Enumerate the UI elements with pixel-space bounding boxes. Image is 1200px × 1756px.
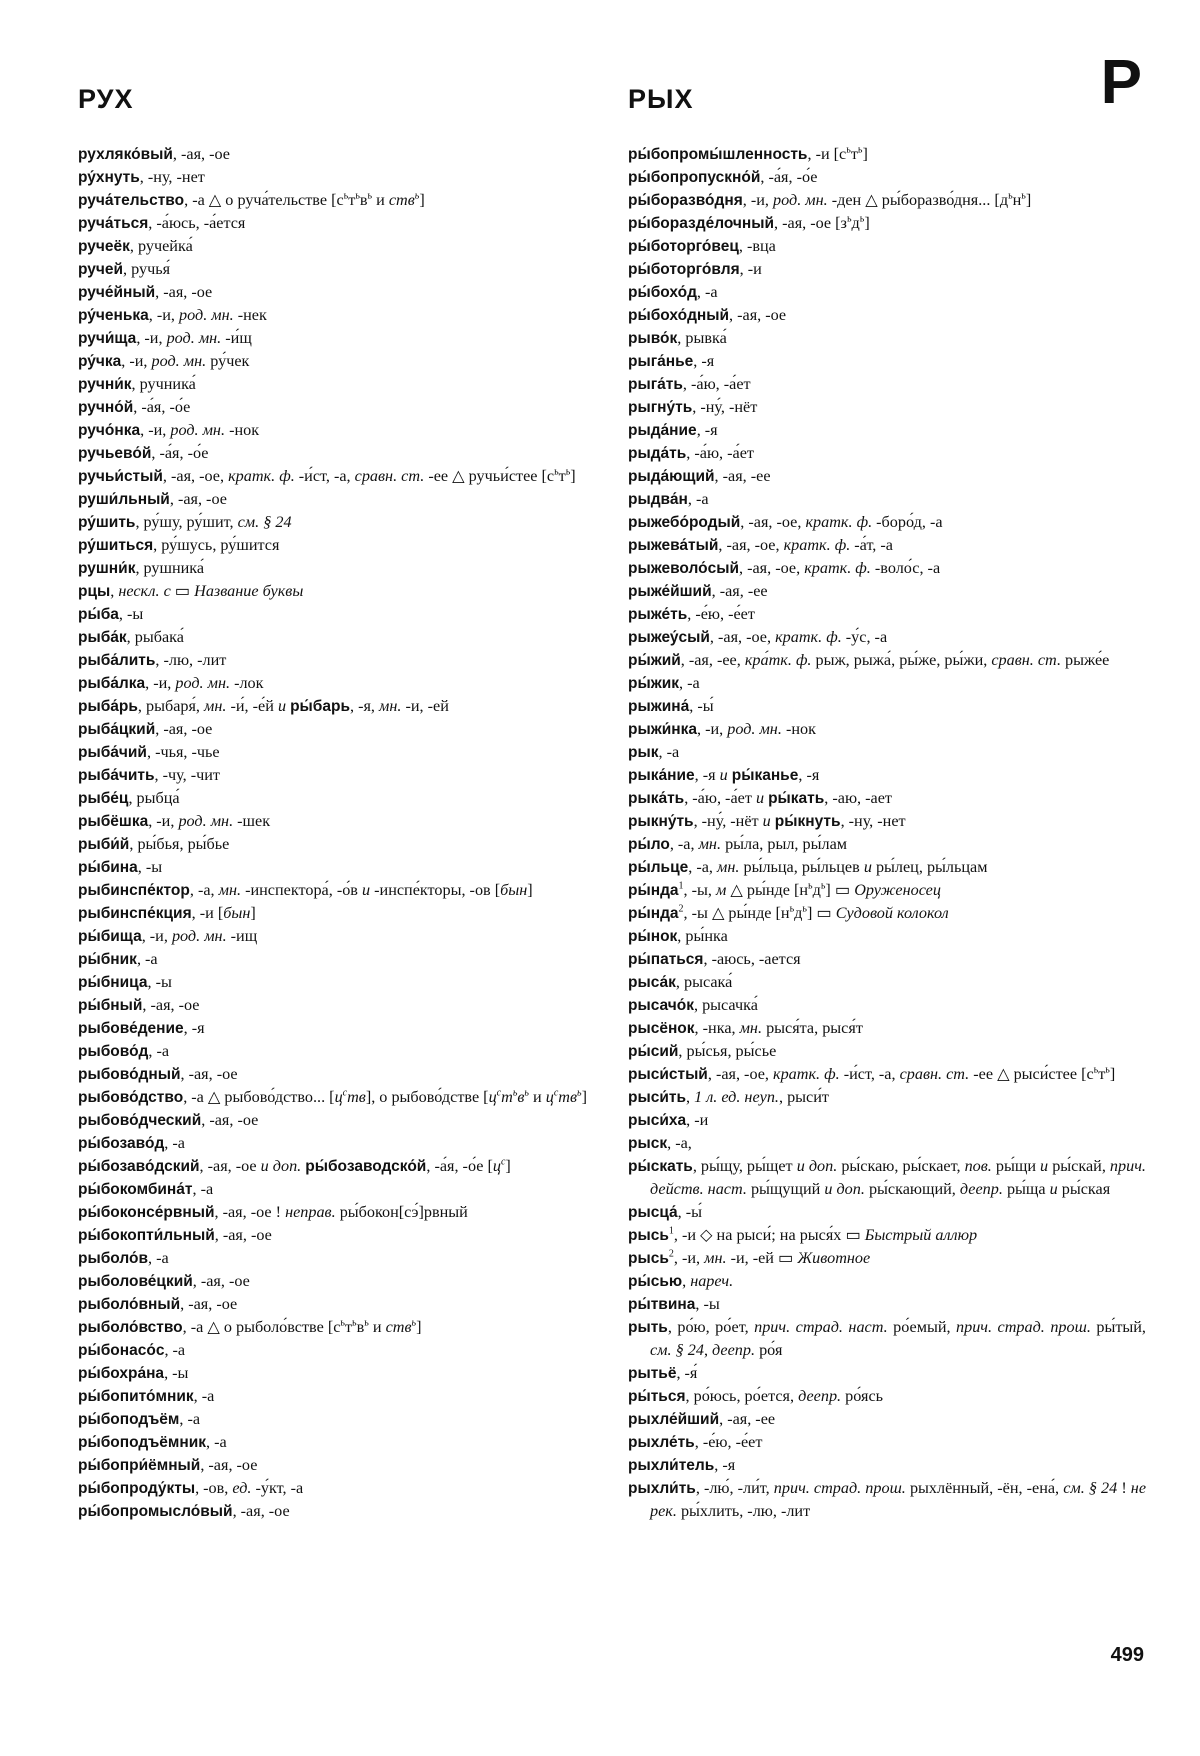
dictionary-entry: ры́бозаво́дский, -ая, -ое и доп. ры́бозаводско́й, -а́я, -о́е $[ц^с]$ — [78, 1156, 511, 1175]
dictionary-entry: ры́ба, -ы — [78, 605, 144, 623]
dictionary-entry: рыси́стый, -ая, -ое, кратк. ф. -и́ст, -а, сравн. ст. -ее △ рыси́стее $[с^ьт^ь]$ — [628, 1064, 1116, 1083]
dictionary-entry: рыбе́ц, рыбца́ — [78, 789, 180, 807]
running-head-left: РУХ — [78, 84, 134, 114]
dictionary-entry: рыкну́ть, -ну́, -нёт и ры́кнуть, -ну, -нет — [628, 812, 906, 830]
dictionary-entry: ры́бопропускно́й, -а́я, -о́е — [628, 168, 818, 186]
dictionary-entry: ры́бокомбина́т, -а — [78, 1180, 214, 1198]
dictionary-entry: рыбово́д, -а — [78, 1042, 170, 1060]
dictionary-entry: ры́боторго́вля, -и — [628, 260, 762, 278]
dictionary-entry: ручо́нка, -и, род. мн. -нок — [78, 421, 260, 439]
dictionary-entry: рыжеу́сый, -ая, -ое, кратк. ф. -у́с, -а — [628, 628, 888, 646]
dictionary-entry: рысца́, -ы́ — [628, 1203, 703, 1221]
dictionary-entry: ры́нда$^2$, -ы △ ры́нде $[н^ьд^ь]$ ▭ Судовой колокол — [628, 903, 949, 922]
dictionary-entry: рыга́нье, -я — [628, 352, 715, 370]
dictionary-entry: рыхли́ть, -лю́, -ли́т, прич. страд. прош. рыхлённый, -ён, -ена́, см. § 24 ! не рек. ры́хлить, -лю, -лит — [628, 1479, 1147, 1520]
dictionary-entry: ры́ло, -а, мн. ры́ла, рыл, ры́лам — [628, 835, 848, 853]
dictionary-entry: ры́бница, -ы — [78, 973, 172, 991]
dictionary-entry: ры́боразде́лочный, -ая, -ое $[з^ьд^ь]$ — [628, 213, 870, 232]
dictionary-entry: рыба́рь, рыбаря́, мн. -и́, -е́й и ры́барь, -я, мн. -и, -ей — [78, 697, 449, 715]
dictionary-entry: ры́бозаво́д, -а — [78, 1134, 185, 1152]
dictionary-entry: рыка́ние, -я и ры́канье, -я — [628, 766, 820, 784]
dictionary-entry: ры́скать, ры́щу, ры́щет и доп. ры́скаю, ры́скает, пов. ры́щи и ры́скай, прич. действ. наст. ры́щущий и доп. ры́скающий, деепр. ры́ща и ры́ская — [628, 1157, 1146, 1198]
dictionary-entry: рыби́й, ры́бья, ры́бье — [78, 835, 230, 853]
dictionary-entry: ры́льце, -а, мн. ры́льца, ры́льцев и ры́лец, ры́льцам — [628, 858, 988, 876]
dictionary-entry: руче́йный, -ая, -ое — [78, 283, 213, 301]
dictionary-entry: ручеёк, ручейка́ — [78, 237, 193, 255]
dictionary-entry: рыск, -а, — [628, 1134, 692, 1152]
dictionary-entry: руча́тельство, -а △ о руча́тельстве [$с^ьт^ьв^ь$ и ств$^ь$] — [78, 190, 425, 209]
dictionary-entry: ры́боразво́дня, -и, род. мн. -ден △ ры́боразво́дня... $[д^ьн^ь]$ — [628, 190, 1032, 209]
dictionary-entry: ручни́к, ручника́ — [78, 375, 196, 393]
dictionary-entry: рыть, ро́ю, ро́ет, прич. страд. наст. ро́емый, прич. страд. прош. ры́тый, см. § 24, деепр. ро́я — [628, 1318, 1146, 1359]
dictionary-entry: ры́бник, -а — [78, 950, 158, 968]
dictionary-entry: рыжина́, -ы́ — [628, 697, 714, 715]
dictionary-entry: рыболо́вство, -а △ о рыболо́встве [$с^ьт^ьв^ь$ и ств$^ь$] — [78, 1317, 422, 1336]
dictionary-entry: рык, -а — [628, 743, 680, 761]
dictionary-entry: рысачо́к, рысачка́ — [628, 996, 758, 1014]
dictionary-entry: ру́хнуть, -ну, -нет — [78, 168, 205, 186]
dictionary-entry: ры́бопито́мник, -а — [78, 1387, 215, 1405]
dictionary-entry: рыхли́тель, -я — [628, 1456, 736, 1474]
dictionary-entry: рыба́лить, -лю, -лит — [78, 651, 227, 669]
dictionary-entry: рыболо́в, -а — [78, 1249, 169, 1267]
dictionary-entry: рыболо́вный, -ая, -ое — [78, 1295, 238, 1313]
dictionary-entry: рыба́цкий, -ая, -ое — [78, 720, 213, 738]
dictionary-entry: рыси́ть, 1 л. ед. неуп., рыси́т — [628, 1088, 829, 1106]
dictionary-entry: рыба́чить, -чу, -чит — [78, 766, 221, 784]
dictionary-entry: ры́бопроду́кты, -ов, ед. -у́кт, -а — [78, 1479, 304, 1497]
dictionary-entry: рыбово́дческий, -ая, -ое — [78, 1111, 259, 1129]
dictionary-entry: ры́сью, нареч. — [628, 1272, 734, 1290]
dictionary-entry: рытьё, -я́ — [628, 1364, 698, 1382]
dictionary-entry: рыбинспе́ктор, -а, мн. -инспектора́, -о́в и -инспе́кторы, -ов [бын] — [78, 881, 533, 899]
dictionary-entry: рыгну́ть, -ну́, -нёт — [628, 398, 758, 416]
dictionary-entry: ры́нда$^1$, -ы, м △ ры́нде $[н^ьд^ь]$ ▭ Оруженосец — [628, 880, 941, 899]
dictionary-entry: ры́твина, -ы — [628, 1295, 720, 1313]
dictionary-entry: рыба́лка, -и, род. мн. -лок — [78, 674, 264, 692]
dictionary-entry: ру́шить, ру́шу, ру́шит, см. § 24 — [78, 513, 292, 531]
dictionary-entry: ры́паться, -аюсь, -ается — [628, 950, 801, 968]
dictionary-entry: рушни́к, рушника́ — [78, 559, 205, 577]
dictionary-entry: рыбово́дство, -а △ рыбово́дство... $[ц^ств]$, о рыбово́дстве [$ц^ст^ьв^ь$ и $ц^ств^ь$] — [78, 1087, 587, 1106]
dictionary-entry: ры́боподъём, -а — [78, 1410, 201, 1428]
dictionary-entry: рыси́ха, -и — [628, 1111, 709, 1129]
dictionary-entry: ры́нок, ры́нка — [628, 927, 728, 945]
page-number: 499 — [1110, 1644, 1144, 1666]
left-column — [78, 143, 596, 1523]
dictionary-entry: ры́бопромысло́вый, -ая, -ое — [78, 1502, 290, 1520]
dictionary-entry: ры́бища, -и, род. мн. -ищ — [78, 927, 258, 945]
dictionary-entry: ры́бный, -ая, -ое — [78, 996, 200, 1014]
dictionary-entry: ры́бина, -ы — [78, 858, 163, 876]
section-letter: Р — [1100, 48, 1142, 117]
dictionary-entry: рыжи́нка, -и, род. мн. -нок — [628, 720, 816, 738]
dictionary-entry: ры́бонасо́с, -а — [78, 1341, 186, 1359]
dictionary-entry: рыка́ть, -а́ю, -а́ет и ры́кать, -аю, -ает — [628, 789, 892, 807]
dictionary-entry: рысь$^2$, -и, мн. -и, -ей ▭ Животное — [628, 1248, 871, 1267]
dictionary-entry: ручей, ручья́ — [78, 260, 171, 278]
dictionary-entry: рцы, нескл. с ▭ Название буквы — [78, 582, 304, 600]
dictionary-entry: ручно́й, -а́я, -о́е — [78, 398, 191, 416]
dictionary-entry: ры́боконсе́рвный, -ая, -ое ! неправ. ры́бокон[сэ́]рвный — [78, 1203, 468, 1221]
dictionary-entry: рыво́к, рывка́ — [628, 329, 727, 347]
dictionary-entry: ры́бохо́д, -а — [628, 283, 718, 301]
dictionary-entry: ры́бохо́дный, -ая, -ое — [628, 306, 787, 324]
dictionary-entry: ру́чка, -и, род. мн. ру́чек — [78, 352, 250, 370]
dictionary-entry: руши́льный, -ая, -ое — [78, 490, 227, 508]
dictionary-entry: ры́жик, -а — [628, 674, 700, 692]
dictionary-entry: рыба́к, рыбака́ — [78, 628, 184, 646]
dictionary-entry: ручи́ща, -и, род. мн. -и́щ — [78, 329, 252, 347]
dictionary-entry: рыдва́н, -а — [628, 490, 709, 508]
dictionary-entry: рыга́ть, -а́ю, -а́ет — [628, 375, 751, 393]
dictionary-entry: рыда́ние, -я — [628, 421, 718, 439]
dictionary-entry: рыхле́йший, -ая, -ее — [628, 1410, 776, 1428]
dictionary-entry: рысёнок, -нка, мн. рыся́та, рыся́т — [628, 1019, 863, 1037]
dictionary-entry: рыда́ть, -а́ю, -а́ет — [628, 444, 754, 462]
dictionary-entry: ру́шиться, ру́шусь, ру́шится — [78, 536, 280, 554]
dictionary-entry: рыбинспе́кция, -и [бын] — [78, 904, 256, 922]
dictionary-entry: рыболове́цкий, -ая, -ое — [78, 1272, 250, 1290]
dictionary-entry: рыба́чий, -чья, -чье — [78, 743, 220, 761]
dictionary-entry: рыже́йший, -ая, -ее — [628, 582, 768, 600]
dictionary-entry: рыбове́дение, -я — [78, 1019, 205, 1037]
dictionary-entry: ру́ченька, -и, род. мн. -нек — [78, 306, 267, 324]
dictionary-entry: ры́бокопти́льный, -ая, -ое — [78, 1226, 272, 1244]
dictionary-entry: ручьево́й, -а́я, -о́е — [78, 444, 209, 462]
dictionary-entry: рыбёшка, -и, род. мн. -шек — [78, 812, 271, 830]
dictionary-entry: ры́бохра́на, -ы — [78, 1364, 189, 1382]
running-head-right: РЫХ — [628, 84, 694, 114]
dictionary-entry: рыже́ть, -е́ю, -е́ет — [628, 605, 755, 623]
dictionary-entry: ры́ться, ро́юсь, ро́ется, деепр. ро́ясь — [628, 1387, 884, 1405]
dictionary-entry: рухляко́вый, -ая, -ое — [78, 145, 230, 163]
dictionary-entry: ры́бопромы́шленность, -и $[с^ьт^ь]$ — [628, 144, 868, 163]
dictionary-entry: ры́сий, ры́сья, ры́сье — [628, 1042, 777, 1060]
dictionary-entry: рыжеволо́сый, -ая, -ое, кратк. ф. -воло́с, -а — [628, 559, 941, 577]
dictionary-entry: ры́бопри́ёмный, -ая, -ое — [78, 1456, 258, 1474]
right-column — [628, 143, 1146, 1523]
dictionary-entry: рыжебо́родый, -ая, -ое, кратк. ф. -боро́д, -а — [628, 513, 943, 531]
dictionary-entry: ры́боторго́вец, -вца — [628, 237, 776, 255]
dictionary-entry: рыда́ющий, -ая, -ее — [628, 467, 771, 485]
dictionary-entry: рыса́к, рысака́ — [628, 973, 733, 991]
dictionary-entry: руча́ться, -а́юсь, -а́ется — [78, 214, 246, 232]
dictionary-entry: ры́жий, -ая, -ее, кра́тк. ф. рыж, рыжа́, ры́же, ры́жи, сравн. ст. рыже́е — [628, 651, 1110, 669]
dictionary-entry: рысь$^1$, -и ◇ на рыси́; на рыся́х ▭ Быстрый аллюр — [628, 1225, 978, 1244]
dictionary-entry: ры́боподъёмник, -а — [78, 1433, 227, 1451]
dictionary-entry: рыжева́тый, -ая, -ое, кратк. ф. -а́т, -а — [628, 536, 893, 554]
dictionary-entry: рыбово́дный, -ая, -ое — [78, 1065, 238, 1083]
dictionary-entry: рыхле́ть, -е́ю, -е́ет — [628, 1433, 763, 1451]
dictionary-entry: ручьи́стый, -ая, -ое, кратк. ф. -и́ст, -а, сравн. ст. -ее △ ручьи́стее $[с^ьт^ь]$ — [78, 466, 576, 485]
